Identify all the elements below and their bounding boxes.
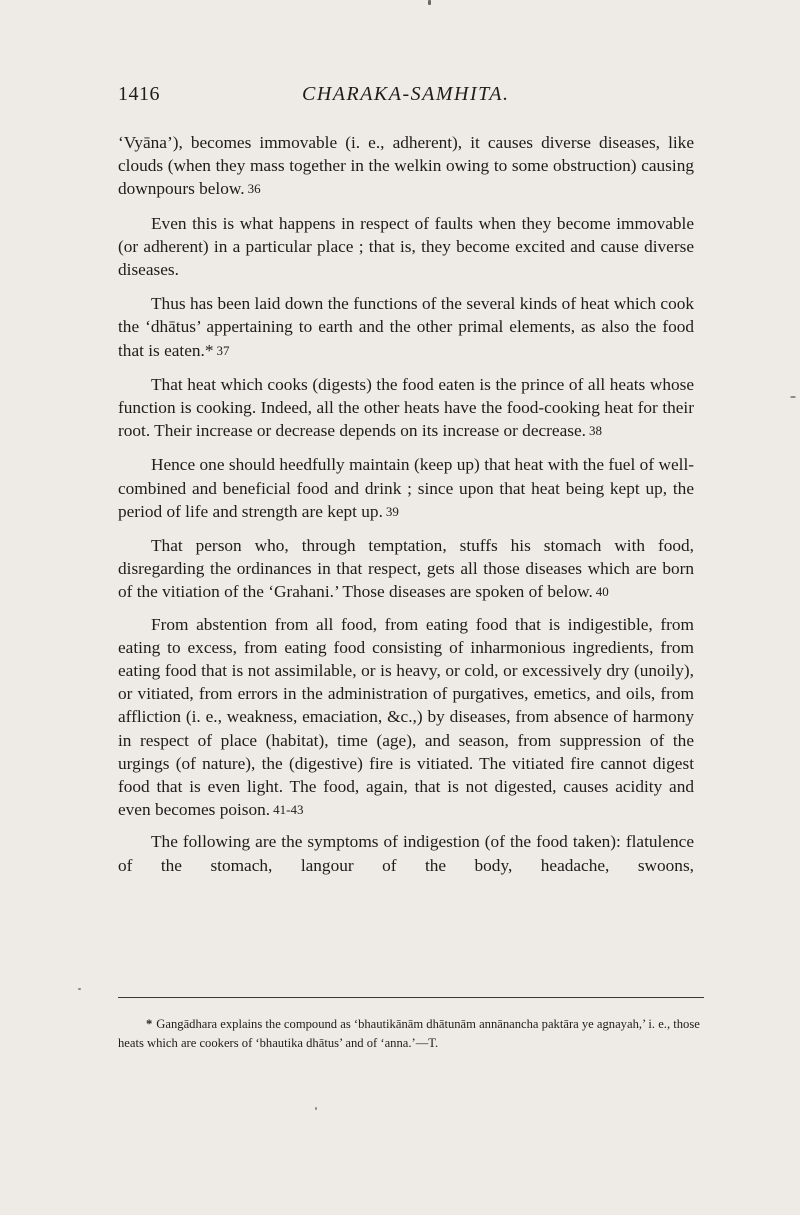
footnote-divider	[118, 997, 704, 998]
paper-speck	[790, 396, 796, 398]
paragraph-text: Hence one should heedfully maintain (keep up) that heat with the fuel of well-combined and beneficial food and drink ; since upon that heat being kept up, the period of life and strength are kept up.	[118, 455, 694, 521]
page-number: 1416	[118, 83, 160, 105]
paragraph-text: That heat which cooks (digests) the food eaten is the prince of all heats whose function is cooking. Indeed, all the other heats have the food-cooking heat for their root. Their increase or decrease depends on its increase or decrease.	[118, 374, 694, 441]
body-text	[118, 131, 694, 886]
paragraph	[118, 292, 694, 362]
paragraph-text: Even this is what happens in respect of faults when they become immovable (or adherent) in a particular place ; that is, they become excited and cause diverse diseases.	[118, 213, 694, 280]
paragraph-text: From abstention from all food, from eating food that is indigestible, from eating to excess, from eating food consisting of inharmonious ingredients, from eating food that is not assimilable, or is heavy, or cold, or excessively dry (unoily), or vitiated, from errors in the administration of purgatives, emetics, and oils, from affliction (i. e., weakness, emaciation, &c.,) by diseases, from absence of harmony in respect of place (habitat), time (age), and season, from suppression of the urgings (of nature), the (digestive) fire is vitiated. The vitiated fire cannot digest food that is even light. The food, again, that is not digested, causes acidity and even becomes poison.	[118, 614, 694, 820]
footnote-marker: *	[146, 1017, 153, 1031]
verse-number: 37	[216, 342, 230, 358]
footnote	[118, 1015, 704, 1053]
verse-number: 36	[247, 181, 261, 197]
paragraph-text: Thus has been laid down the functions of the several kinds of heat which cook the ‘dhātus’ appertaining to earth and the other primal elements, as also the food that is eaten.*	[118, 294, 694, 360]
paragraph	[118, 453, 694, 523]
verse-number: 39	[385, 503, 399, 519]
paper-speck	[78, 988, 81, 990]
verse-number: 38	[588, 423, 602, 439]
paragraph	[118, 212, 694, 282]
footnote-text: Gangādhara explains the compound as ‘bhautikānām dhātunām annānancha paktāra ye agnayah,’ i. e., those heats which are cookers of ‘bhautika dhātus’ and of ‘anna.’—T.	[118, 1017, 700, 1050]
paragraph-text: The following are the symptoms of indigestion (of the food taken): flatulence of the stomach, langour of the body, headache, swoons,	[118, 832, 694, 875]
running-title: CHARAKA-SAMHITA.	[302, 83, 510, 105]
paragraph	[118, 534, 694, 604]
verse-number: 40	[595, 584, 609, 600]
paragraph-text: That person who, through temptation, stuffs his stomach with food, disregarding the ordinances in that respect, gets all those diseases which are born of the vitiation of the ‘Grahani.’ Those diseases are spoken of below.	[118, 536, 694, 602]
paper-speck	[315, 1107, 317, 1110]
page-header	[118, 83, 692, 113]
top-edge-mark	[428, 0, 431, 5]
paragraph	[118, 373, 694, 443]
paragraph-text: ‘Vyāna’), becomes immovable (i. e., adherent), it causes diverse diseases, like clouds (when they mass together in the welkin owing to some obstruction) causing downpours below.	[118, 133, 694, 199]
paragraph	[118, 613, 694, 822]
paragraph	[118, 131, 694, 201]
verse-number: 41-43	[273, 802, 304, 818]
paragraph	[118, 830, 694, 876]
